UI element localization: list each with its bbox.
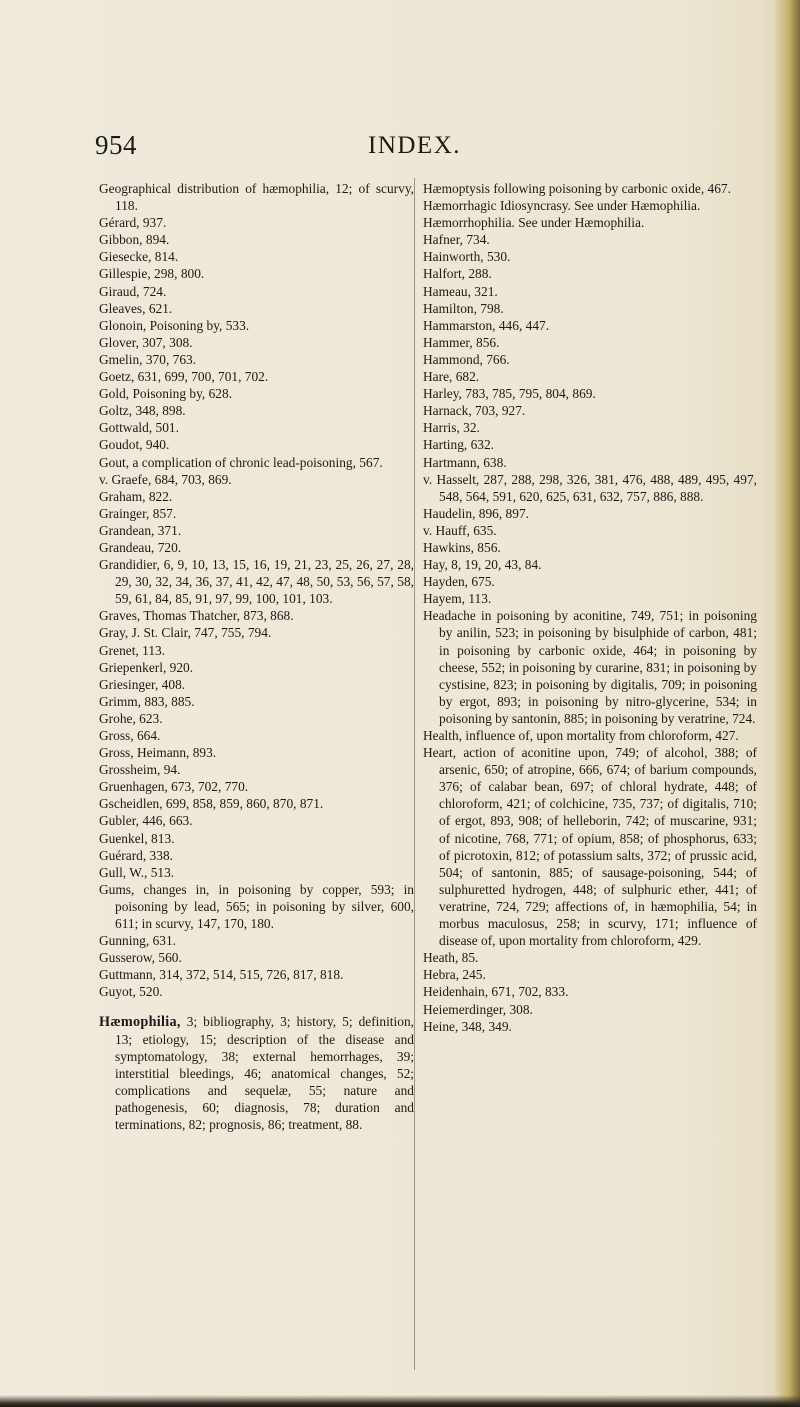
index-entry: Hammond, 766.	[423, 351, 510, 367]
index-entry: Hebra, 245.	[423, 967, 486, 983]
index-column-left	[99, 180, 414, 1133]
index-entry: Headache in poisoning by aconitine, 749, 751; in poisoning by anilin, 523; in poisoning by bisulphide of carbon, 481; in poisoning by carbonic oxide, 464; in poisoning by cheese, 552; in poisoning by curarine, 831; in poisoning by cystisine, 823; in poisoning by digitalis, 709; in poisoning by ergot, 893; in poisoning by nitro-glycerine, 534; in poisoning by santonin, 885; in poisoning by veratrine, 724.	[423, 608, 757, 726]
index-entry: Heiemerdinger, 308.	[423, 1001, 533, 1017]
index-entry: Graves, Thomas Thatcher, 873, 868.	[99, 608, 294, 624]
index-entry: Hayem, 113.	[423, 591, 492, 607]
index-entry: Hafner, 734.	[423, 232, 490, 248]
index-entry: Grandean, 371.	[99, 522, 182, 538]
index-entry: Goudot, 940.	[99, 437, 170, 453]
index-entry: Hæmoptysis following poisoning by carbonic oxide, 467.	[423, 181, 731, 196]
index-entry: Haudelin, 896, 897.	[423, 505, 529, 521]
index-entry-haemophilia	[99, 1013, 414, 1134]
index-entry-text: 3; bibliography, 3; history, 5; definition, 13; etiology, 15; description of the disease and symptomatology, 38; external hemorrhages, 39; interstitial bleedings, 46; anatomical changes, 52; complications and sequelæ, 55; nature and pathogenesis, 60; diagnosis, 78; duration and terminations, 82; prognosis, 86; treatment, 88.	[115, 1013, 414, 1133]
index-entry: Goltz, 348, 898.	[99, 403, 186, 419]
index-entry: Glonoin, Poisoning by, 533.	[99, 317, 250, 333]
index-entry: Griepenkerl, 920.	[99, 659, 194, 675]
index-entry: Grimm, 883, 885.	[99, 693, 195, 709]
running-head: INDEX.	[368, 132, 462, 159]
index-entry: Gleaves, 621.	[99, 300, 173, 316]
column-divider	[414, 178, 415, 1370]
index-entry: Guérard, 338.	[99, 847, 173, 863]
index-entry: Gross, Heimann, 893.	[99, 745, 217, 761]
index-entry: Heart, action of aconitine upon, 749; of alcohol, 388; of arsenic, 650; of atropine, 666, 674; of barium compounds, 376; of calabar bean, 697; of chloral hydrate, 448; of chloroform, 421; of colchicine, 735, 737; of digitalis, 710; of ergot, 893, 908; of helleborin, 742; of muscarine, 931; of nicotine, 768, 771; of opium, 858; of phosphorus, 633; of picrotoxin, 812; of potassium salts, 372; of prussic acid, 504; of santonin, 885; of sausage-poisoning, 544; of sulphuretted hydrogen, 448; of sulphuric ether, 441; of veratrine, 724, 729; affections of, in hæmophilia, 54; in morbus maculosus, 258; in scurvy, 171; influence of disease of, upon mortality from chloroform, 429.	[423, 745, 757, 949]
index-entry: Hæmorrhagic Idiosyncrasy. See under Hæmophilia.	[423, 198, 701, 214]
index-entry: Gusserow, 560.	[99, 950, 182, 966]
index-entry: Griesinger, 408.	[99, 676, 186, 692]
page-number: 954	[95, 130, 137, 160]
index-entry: Glover, 307, 308.	[99, 334, 193, 350]
page-edge-shadow	[774, 0, 800, 1407]
index-entry: Halfort, 288.	[423, 266, 492, 282]
index-entry: Health, influence of, upon mortality from chloroform, 427.	[423, 728, 739, 743]
index-entry: Grandeau, 720.	[99, 539, 182, 555]
index-entry: v. Hauff, 635.	[423, 522, 497, 538]
index-entry: Harting, 632.	[423, 437, 495, 453]
index-entry: Gray, J. St. Clair, 747, 755, 794.	[99, 625, 272, 641]
index-entry: Gmelin, 370, 763.	[99, 351, 197, 367]
index-entry: Gold, Poisoning by, 628.	[99, 386, 233, 402]
index-entry: Grenet, 113.	[99, 642, 166, 658]
index-entry: Goetz, 631, 699, 700, 701, 702.	[99, 369, 269, 385]
index-entry: Harris, 32.	[423, 420, 480, 436]
index-entry: Giraud, 724.	[99, 283, 167, 299]
index-entry: Graham, 822.	[99, 488, 173, 504]
index-entry: Gscheidlen, 699, 858, 859, 860, 870, 871.	[99, 796, 324, 812]
index-entry: Hainworth, 530.	[423, 249, 511, 265]
index-entry: Grohe, 623.	[99, 710, 163, 726]
index-entry: Gruenhagen, 673, 702, 770.	[99, 779, 249, 795]
index-entry: Grossheim, 94.	[99, 762, 181, 778]
index-entry: Guyot, 520.	[99, 984, 163, 1000]
index-entry: Guttmann, 314, 372, 514, 515, 726, 817, 818.	[99, 967, 344, 983]
index-entry: Hayden, 675.	[423, 574, 495, 590]
index-entry: Gottwald, 501.	[99, 420, 179, 436]
index-column-right	[423, 180, 757, 1035]
index-entry: Guenkel, 813.	[99, 830, 175, 846]
index-entry: Gull, W., 513.	[99, 864, 175, 880]
index-entry: Hare, 682.	[423, 369, 480, 385]
index-entry: Hæmorrhophilia. See under Hæmophilia.	[423, 215, 645, 231]
index-entry: Hamilton, 798.	[423, 300, 504, 316]
index-entry: Gout, a complication of chronic lead-poisoning, 567.	[99, 454, 383, 470]
index-entry: Hameau, 321.	[423, 283, 498, 299]
index-entry: Heidenhain, 671, 702, 833.	[423, 984, 569, 1000]
index-term: Hæmophilia,	[99, 1013, 181, 1030]
index-entry: Harley, 783, 785, 795, 804, 869.	[423, 386, 596, 402]
index-entry: Heath, 85.	[423, 950, 479, 966]
index-entry: Giesecke, 814.	[99, 249, 179, 265]
index-entry: Grainger, 857.	[99, 505, 177, 521]
index-entry: Gubler, 446, 663.	[99, 813, 193, 829]
index-entry: Gérard, 937.	[99, 215, 167, 231]
index-entry: Hammarston, 446, 447.	[423, 317, 550, 333]
index-entry: Heine, 348, 349.	[423, 1018, 512, 1034]
index-entry: Gibbon, 894.	[99, 232, 170, 248]
index-entry: Grandidier, 6, 9, 10, 13, 15, 16, 19, 21, 23, 25, 26, 27, 28, 29, 30, 32, 34, 36, 37, 41, 42, 47, 48, 50, 53, 56, 57, 58, 59, 61, 84, 85, 91, 97, 99, 100, 101, 103.	[99, 557, 414, 607]
index-entry: Gillespie, 298, 800.	[99, 266, 205, 282]
index-entry: Hartmann, 638.	[423, 454, 507, 470]
index-entry: Gunning, 631.	[99, 933, 176, 949]
page-bottom-shadow	[0, 1395, 800, 1407]
index-entry: v. Hasselt, 287, 288, 298, 326, 381, 476, 488, 489, 495, 497, 548, 564, 591, 620, 625, 631, 632, 757, 886, 888.	[423, 471, 757, 504]
index-entry: Hay, 8, 19, 20, 43, 84.	[423, 557, 542, 573]
index-entry: Hammer, 856.	[423, 334, 500, 350]
index-entry: v. Graefe, 684, 703, 869.	[99, 471, 232, 487]
page-header	[0, 130, 800, 164]
index-entry: Geographical distribution of hæmophilia, 12; of scurvy, 118.	[99, 181, 414, 214]
index-entry: Hawkins, 856.	[423, 539, 501, 555]
index-entry: Harnack, 703, 927.	[423, 403, 526, 419]
index-entry: Gross, 664.	[99, 728, 161, 743]
index-entry: Gums, changes in, in poisoning by copper, 593; in poisoning by lead, 565; in poisoning by silver, 600, 611; in scurvy, 147, 170, 180.	[99, 881, 414, 932]
